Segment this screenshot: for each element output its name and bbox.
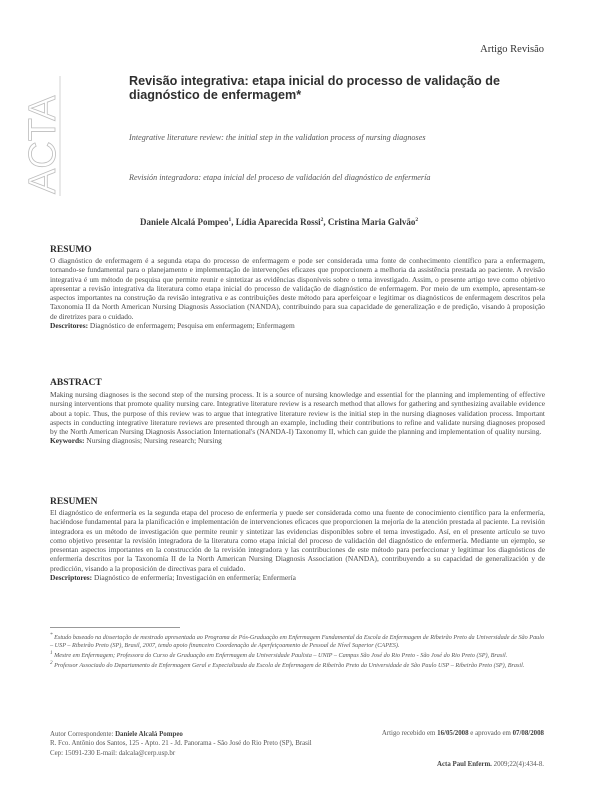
journal-name: Acta Paul Enferm.: [436, 761, 492, 768]
keywords-label: Descritores:: [50, 321, 89, 331]
abstract-keywords: [50, 436, 545, 445]
keywords-label: Descriptores:: [50, 573, 93, 583]
received-date: 16/05/2008: [437, 730, 469, 737]
page-title: Revisão integrativa: etapa inicial do processo de validação de diagnóstico de enfermagem*: [129, 74, 500, 102]
abstract-heading: ABSTRACT: [50, 378, 102, 388]
logo-text: ACTA: [22, 95, 62, 194]
keywords-text: Diagnóstico de enfermagem; Pesquisa em enfermagem; Enfermagem: [89, 321, 295, 331]
author-name: Cristina Maria Galvão: [327, 217, 416, 227]
resumen-keywords: [50, 573, 545, 582]
footnote-mark: 1: [50, 649, 53, 656]
section-label: Artigo Revisão: [480, 44, 544, 55]
author-name: Daniele Alcalá Pompeo: [140, 217, 229, 227]
keywords-text: Nursing diagnosis; Nursing research; Nursing: [86, 436, 222, 446]
footnote-item: [50, 660, 545, 670]
correspondence-name: Daniele Alcalá Pompeo: [115, 731, 183, 738]
author-separator: ,: [323, 217, 328, 227]
abstract-text: Making nursing diagnoses is the second step of the nursing process. It is a source of nursing knowledge and essential for the planning and implementing of effective nursing interventions that promote quality nursing care. Integrative literature review is a research method that allows for gathering and synthesizing available evidence about a topic. Thus, the purpose of this review was to argue that integrative literature review is the initial step in the nursing diagnoses validation process. Important aspects in conducting integrative literature reviews are presented through an example, including their contributions to refine and validate nursing diagnoses proposed by the North American Nursing Diagnosis Association International's (NANDA-I) Taxonomy II, which can guide the planning and implementation of quality nursing.: [50, 390, 545, 437]
resumen-text: El diagnóstico de enfermería es la segunda etapa del proceso de enfermería y puede ser considerada como una fuente de conocimiento científico para la enfermería, haciéndose fundamental para la planificación e implementación de intervenciones eficaces que proporcionen la mejoría de la atención prestada al paciente. La revisión integradora es un método de investigación que permite reunir y sintetizar las evidencias disponibles sobre el tema investigado. Así, en el presente artículo se tuvo como objetivo presentar la revisión integradora de la literatura como etapa inicial del proceso de validación del diagnóstico de enfermería. Mediante un ejemplo, se presentan aspectos importantes en la construcción de la revisión integradora y las contribuciones de este método para perfeccionar y legitimar los diagnósticos de enfermería descritos por la Taxonomía II de la North American Nursing Diagnosis Association (NANDA), contribuyendo a su capacidad de generalización y de predicción, visando a la proposición de directivas para el cuidado.: [50, 508, 545, 573]
correspondence-author: [50, 730, 380, 739]
keywords-label: Keywords:: [50, 436, 85, 446]
footnote-text: Professor Associado do Departamento de Enfermagem Geral e Especializada da Escola de Enfermagem de Ribeirão Preto da Universidade de São Paulo USP – Ribeirão Preto (SP), Brasil.: [54, 661, 525, 669]
citation-ref: 2009;22(4):434-8.: [493, 761, 544, 768]
resumo-text: O diagnóstico de enfermagem é a segunda etapa do processo de enfermagem e pode ser considerada uma fonte de conhecimento científico para a enfermagem, tornando-se fundamental para o planejamento e implementação de intervenções eficazes que proporcionem a melhoria da assistência prestada ao paciente. A revisão integrativa é um método de pesquisa que permite reunir e sintetizar as evidências disponíveis sobre o tema investigado. Assim, o presente artigo teve como objetivo apresentar a revisão integrativa da literatura como etapa inicial do processo de validação de diagnóstico de enfermagem. Por meio de um exemplo, apresentam-se aspectos importantes na construção da revisão integrativa e as contribuições deste método para aperfeiçoar e legitimar os diagnósticos de enfermagem descritos pela Taxonomia II da North American Nursing Diagnosis Association (NANDA), contribuindo para sua capacidade de generalização e de predição, visando à proposição de diretrizes para o cuidado.: [50, 256, 545, 321]
author-list: [140, 217, 540, 227]
resumo-keywords: [50, 321, 545, 330]
approved-date: 07/08/2008: [512, 730, 544, 737]
correspondence-contact: Cep: 15091-230 E-mail: dalcala@cerp.usp.br: [50, 749, 176, 757]
footnote-text: Estudo baseado na dissertação de mestrado apresentada ao Programa de Pós-Graduação em Enfermagem Fundamental da Escola de Enfermagem de Ribeirão Preto da Universidade de São Paulo – USP – Ribeirão Preto (SP), Brasil, 2007, tendo apoio financeiro Coordenação de Aperfeiçoamento de Pessoal de Nível Superior (CAPES).: [50, 634, 545, 649]
title-english: Integrative literature review: the initial step in the validation process of nursing diagnoses: [129, 133, 426, 142]
author-name: Lídia Aparecida Rossi: [235, 217, 321, 227]
resumo-body: [50, 256, 545, 330]
journal-logo: [22, 76, 62, 196]
resumo-heading: RESUMO: [50, 245, 92, 255]
footnote-divider: [50, 627, 180, 628]
footnote-text: Mestre em Enfermagem; Professora do Curso de Graduação em Enfermagem da Universidade Paulista – UNIP – Campus São José do Rio Preto - São José do Rio Preto (SP), Brasil.: [54, 651, 508, 659]
author-affiliation-mark: 1: [228, 217, 232, 223]
abstract-body: [50, 390, 545, 446]
correspondence-address: R. Fco. Antônio dos Santos, 125 - Apto. 21 - Jd. Panorama - São José do Rio Preto (SP), Brasil: [50, 740, 312, 748]
correspondence-label: Autor Correspondente:: [50, 731, 114, 738]
acta-logo-icon: [22, 76, 62, 196]
footnotes: [50, 632, 545, 669]
author-affiliation-mark: 2: [415, 217, 419, 223]
resumen-body: [50, 508, 545, 582]
approved-label: e aprovado em: [470, 730, 511, 737]
author-separator: ,: [231, 217, 236, 227]
footnote-item: [50, 632, 545, 650]
correspondence: [50, 730, 380, 758]
keywords-text: Diagnóstico de enfermería; Investigación en enfermería; Enfermería: [94, 573, 296, 583]
footnote-item: [50, 650, 545, 660]
footnote-mark: *: [50, 632, 53, 638]
footnote-mark: 2: [50, 659, 53, 666]
journal-citation: [437, 761, 544, 768]
title-spanish: Revisión integradora: etapa inicial del proceso de validación del diagnóstico de enfermería: [129, 173, 431, 182]
received-label: Artigo recebido em: [381, 730, 436, 737]
article-dates: [382, 730, 544, 737]
resumen-heading: RESUMEN: [50, 497, 98, 507]
author-affiliation-mark: 2: [320, 217, 324, 223]
